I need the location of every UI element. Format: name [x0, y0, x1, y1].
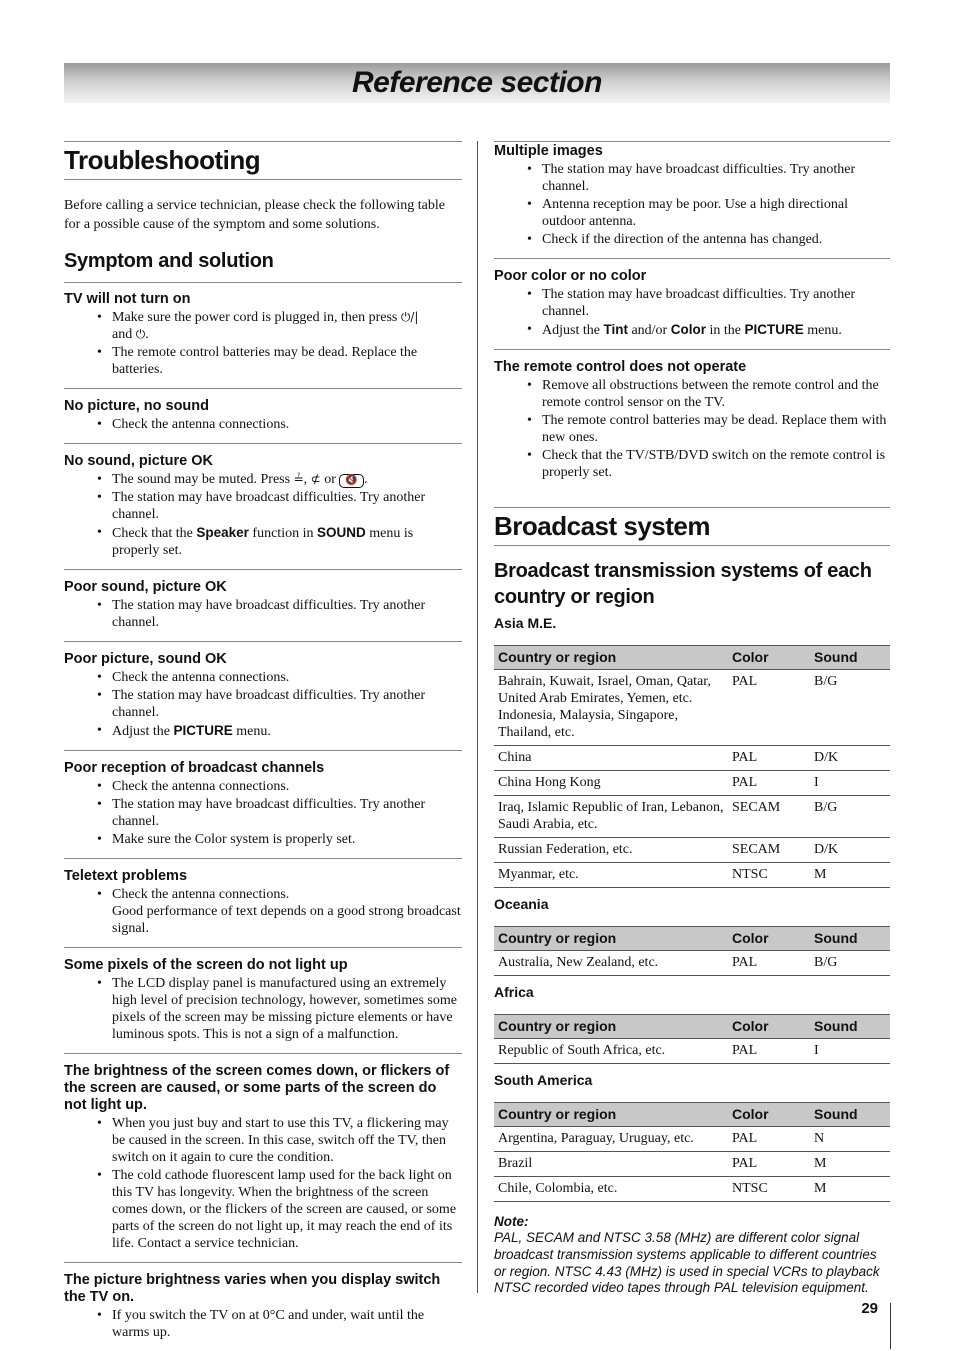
- symptom-heading: Some pixels of the screen do not light up: [64, 957, 348, 973]
- solution-bullet: • Check that the TV/STB/DVD switch on the remote control is properly set.: [542, 447, 890, 481]
- table-cell: PAL: [728, 1152, 810, 1177]
- solution-bullet: • Remove all obstructions between the remote control and the remote control sensor on the TV.: [542, 377, 890, 411]
- broadcast-system-title: Broadcast system: [494, 507, 890, 546]
- table-cell: Republic of South Africa, etc.: [494, 1039, 728, 1064]
- column-header: Sound: [810, 1015, 890, 1039]
- table-cell: Myanmar, etc.: [494, 863, 728, 888]
- column-header: Color: [728, 927, 810, 951]
- solution-text: function in: [252, 526, 314, 541]
- power-icon: ⏻: [135, 327, 146, 341]
- column-header: Sound: [810, 927, 890, 951]
- symptom-item: [494, 359, 890, 491]
- symptom-item: [494, 268, 890, 350]
- table-cell: NTSC: [728, 1177, 810, 1202]
- symptom-heading: The brightness of the screen comes down, or flickers of the screen are caused, or some parts of the screen do not light up.: [64, 1063, 450, 1113]
- column-header: Sound: [810, 646, 890, 670]
- solution-text: .: [145, 327, 149, 342]
- table-row: [494, 863, 890, 888]
- solution-bullet: • The cold cathode fluorescent lamp used for the back light on this TV has longevity. When the brightness of the screen comes down, or the flickers of the screen are caused, or some parts of the screen do not light up, it may reach the end of its life. Contact a service technician.: [112, 1167, 462, 1252]
- table-row: [494, 1039, 890, 1064]
- symptom-item: [64, 760, 462, 859]
- solution-text: and/or: [631, 323, 668, 338]
- note-text: PAL, SECAM and NTSC 3.58 (MHz) are different color signal broadcast transmission systems applicable to different countries or region. NTSC 4.43 (MHz) is used in special VCRs to playback NTSC recorded video tapes through PAL television equipment.: [494, 1230, 880, 1296]
- table-cell: I: [810, 1039, 890, 1064]
- solution-text: Check the antenna connections.: [112, 887, 290, 902]
- broadcast-table: [494, 1014, 890, 1064]
- solution-bullet: • The station may have broadcast difficulties. Try another channel.: [542, 161, 890, 195]
- table-cell: NTSC: [728, 863, 810, 888]
- symptom-heading: Poor picture, sound OK: [64, 651, 227, 667]
- solution-text: menu.: [236, 724, 271, 739]
- solution-bullet: • The station may have broadcast difficulties. Try another channel.: [112, 597, 462, 631]
- table-cell: Chile, Colombia, etc.: [494, 1177, 728, 1202]
- table-row: [494, 746, 890, 771]
- symptom-heading: Poor color or no color: [494, 268, 647, 284]
- table-cell: PAL: [728, 1127, 810, 1152]
- solution-text: menu is properly set.: [112, 526, 414, 558]
- mute-button-icon: 🔇: [339, 474, 363, 488]
- column-header: Sound: [810, 1103, 890, 1127]
- table-cell: China: [494, 746, 728, 771]
- column-header: Country or region: [494, 1103, 728, 1127]
- column-header: Country or region: [494, 646, 728, 670]
- table-cell: D/K: [810, 838, 890, 863]
- symptom-heading: TV will not turn on: [64, 291, 191, 307]
- note-title: Note:: [494, 1214, 529, 1229]
- menu-keyword: Color: [670, 322, 706, 337]
- solution-bullet: • Antenna reception may be poor. Use a high directional outdoor antenna.: [542, 196, 890, 230]
- solution-bullet: [112, 886, 462, 937]
- table-cell: M: [810, 863, 890, 888]
- table-cell: PAL: [728, 951, 810, 976]
- table-cell: N: [810, 1127, 890, 1152]
- table-cell: PAL: [728, 746, 810, 771]
- solution-text: Adjust the: [112, 724, 170, 739]
- symptom-item: [64, 291, 462, 389]
- solution-bullet: • Check the antenna connections.: [112, 416, 462, 433]
- table-cell: I: [810, 771, 890, 796]
- table-row: [494, 771, 890, 796]
- table-row: [494, 1177, 890, 1202]
- solution-text: Adjust the: [542, 323, 600, 338]
- solution-bullet: [112, 722, 462, 740]
- table-cell: Bahrain, Kuwait, Israel, Oman, Qatar, United Arab Emirates, Yemen, etc. Indonesia, Malaysia, Singapore, Thailand, etc.: [494, 670, 728, 746]
- right-column: [494, 141, 890, 1297]
- solution-bullet: • The station may have broadcast difficulties. Try another channel.: [112, 687, 462, 721]
- solution-bullet: [112, 471, 462, 488]
- broadcast-table: [494, 926, 890, 976]
- symptom-solution-title: Symptom and solution: [64, 248, 462, 283]
- table-row: [494, 951, 890, 976]
- broadcast-table: [494, 1102, 890, 1202]
- symptom-heading: Poor reception of broadcast channels: [64, 760, 325, 776]
- table-cell: SECAM: [728, 796, 810, 838]
- troubleshooting-title: Troubleshooting: [64, 141, 462, 180]
- table-header-row: [494, 1015, 890, 1039]
- page-title: Reference section: [352, 66, 602, 99]
- solution-text: and: [112, 327, 133, 342]
- menu-keyword: Speaker: [196, 525, 249, 540]
- symptom-item: [64, 957, 462, 1054]
- broadcast-table: [494, 645, 890, 888]
- section-banner: [64, 63, 890, 103]
- solution-text: Make sure the power cord is plugged in, then press: [112, 310, 398, 325]
- solution-subtext: Good performance of text depends on a good strong broadcast signal.: [112, 904, 461, 936]
- table-header-row: [494, 927, 890, 951]
- table-cell: M: [810, 1152, 890, 1177]
- mute-b-icon: ⊄: [310, 472, 321, 486]
- solution-bullet: • The remote control batteries may be dead. Replace the batteries.: [112, 344, 462, 378]
- menu-keyword: Tint: [603, 322, 628, 337]
- column-header: Country or region: [494, 927, 728, 951]
- power-standby-icon: ⏻/|: [400, 310, 419, 324]
- left-column: [64, 141, 462, 1351]
- solution-bullet: • The remote control batteries may be dead. Replace them with new ones.: [542, 412, 890, 446]
- solution-bullet: • When you just buy and start to use this TV, a flickering may be caused in the screen. In this case, switch off the TV, then switch on it again to cure the condition.: [112, 1115, 462, 1166]
- solution-bullet: [542, 321, 890, 339]
- solution-bullet: • The station may have broadcast difficulties. Try another channel.: [112, 796, 462, 830]
- menu-keyword: PICTURE: [744, 322, 804, 337]
- table-cell: Russian Federation, etc.: [494, 838, 728, 863]
- symptom-heading: No sound, picture OK: [64, 453, 214, 469]
- table-cell: PAL: [728, 670, 810, 746]
- solution-text: ,: [303, 472, 308, 487]
- column-header: Country or region: [494, 1015, 728, 1039]
- solution-bullet: • Check the antenna connections.: [112, 669, 462, 686]
- solution-bullet: • If you switch the TV on at 0°C and under, wait until the warms up.: [112, 1307, 462, 1341]
- symptom-heading: Multiple images: [494, 143, 603, 159]
- symptom-heading: No picture, no sound: [64, 398, 209, 414]
- column-header: Color: [728, 646, 810, 670]
- table-cell: B/G: [810, 951, 890, 976]
- solution-text: or: [324, 472, 336, 487]
- symptom-item: [64, 579, 462, 642]
- table-cell: Australia, New Zealand, etc.: [494, 951, 728, 976]
- broadcast-regions: [494, 615, 890, 1202]
- solution-text: in the: [709, 323, 741, 338]
- symptom-heading: The picture brightness varies when you display switch the TV on.: [64, 1272, 441, 1305]
- page-number: 29: [861, 1300, 878, 1317]
- solution-bullet: • Make sure the Color system is properly set.: [112, 831, 462, 848]
- solution-bullet: • The station may have broadcast difficulties. Try another channel.: [112, 489, 462, 523]
- table-header-row: [494, 1103, 890, 1127]
- region-heading: Asia M.E.: [494, 615, 557, 631]
- symptom-item: [64, 868, 462, 948]
- region-heading: South America: [494, 1072, 593, 1088]
- solution-text: .: [363, 472, 368, 487]
- menu-keyword: PICTURE: [173, 723, 233, 738]
- symptom-item: [64, 1272, 462, 1351]
- column-header: Color: [728, 1015, 810, 1039]
- table-header-row: [494, 646, 890, 670]
- table-cell: China Hong Kong: [494, 771, 728, 796]
- table-cell: SECAM: [728, 838, 810, 863]
- symptom-heading: The remote control does not operate: [494, 359, 747, 375]
- symptom-heading: Poor sound, picture OK: [64, 579, 227, 595]
- table-cell: M: [810, 1177, 890, 1202]
- table-cell: Brazil: [494, 1152, 728, 1177]
- menu-keyword: SOUND: [316, 525, 366, 540]
- solution-text: Check that the: [112, 526, 193, 541]
- page-number-rule: [890, 1303, 891, 1349]
- solution-bullet: [112, 524, 462, 559]
- symptom-item: [64, 651, 462, 751]
- symptom-item: [64, 1063, 462, 1263]
- solution-bullet: • Check the antenna connections.: [112, 778, 462, 795]
- solution-bullet: • Check if the direction of the antenna has changed.: [542, 231, 890, 248]
- table-cell: Argentina, Paraguay, Uruguay, etc.: [494, 1127, 728, 1152]
- solution-bullet: • The station may have broadcast difficulties. Try another channel.: [542, 286, 890, 320]
- table-cell: PAL: [728, 771, 810, 796]
- symptom-item: [64, 398, 462, 444]
- symptom-item: [64, 453, 462, 570]
- solution-text: menu.: [807, 323, 842, 338]
- solution-bullet: • The LCD display panel is manufactured using an extremely high level of precision technology, however, sometimes some pixels of the screen may be missing picture elements or have luminous spots. This is not a sign of a malfunction.: [112, 975, 462, 1043]
- table-row: [494, 796, 890, 838]
- solution-bullet: [112, 309, 462, 343]
- table-cell: B/G: [810, 796, 890, 838]
- region-heading: Africa: [494, 984, 534, 1000]
- column-divider: [477, 141, 478, 1293]
- symptom-item: [494, 141, 890, 259]
- symptom-heading: Teletext problems: [64, 868, 188, 884]
- table-cell: D/K: [810, 746, 890, 771]
- table-row: [494, 838, 890, 863]
- column-header: Color: [728, 1103, 810, 1127]
- table-cell: B/G: [810, 670, 890, 746]
- broadcast-subtitle: Broadcast transmission systems of each country or region: [494, 560, 872, 608]
- mute-a-icon: ≟: [293, 472, 304, 486]
- solution-text: The sound may be muted. Press: [112, 472, 291, 487]
- table-row: [494, 1152, 890, 1177]
- table-cell: PAL: [728, 1039, 810, 1064]
- table-cell: Iraq, Islamic Republic of Iran, Lebanon, Saudi Arabia, etc.: [494, 796, 728, 838]
- table-row: [494, 670, 890, 746]
- table-row: [494, 1127, 890, 1152]
- region-heading: Oceania: [494, 896, 549, 912]
- troubleshooting-intro: Before calling a service technician, please check the following table for a possible cause of the symptom and some solutions.: [64, 198, 445, 232]
